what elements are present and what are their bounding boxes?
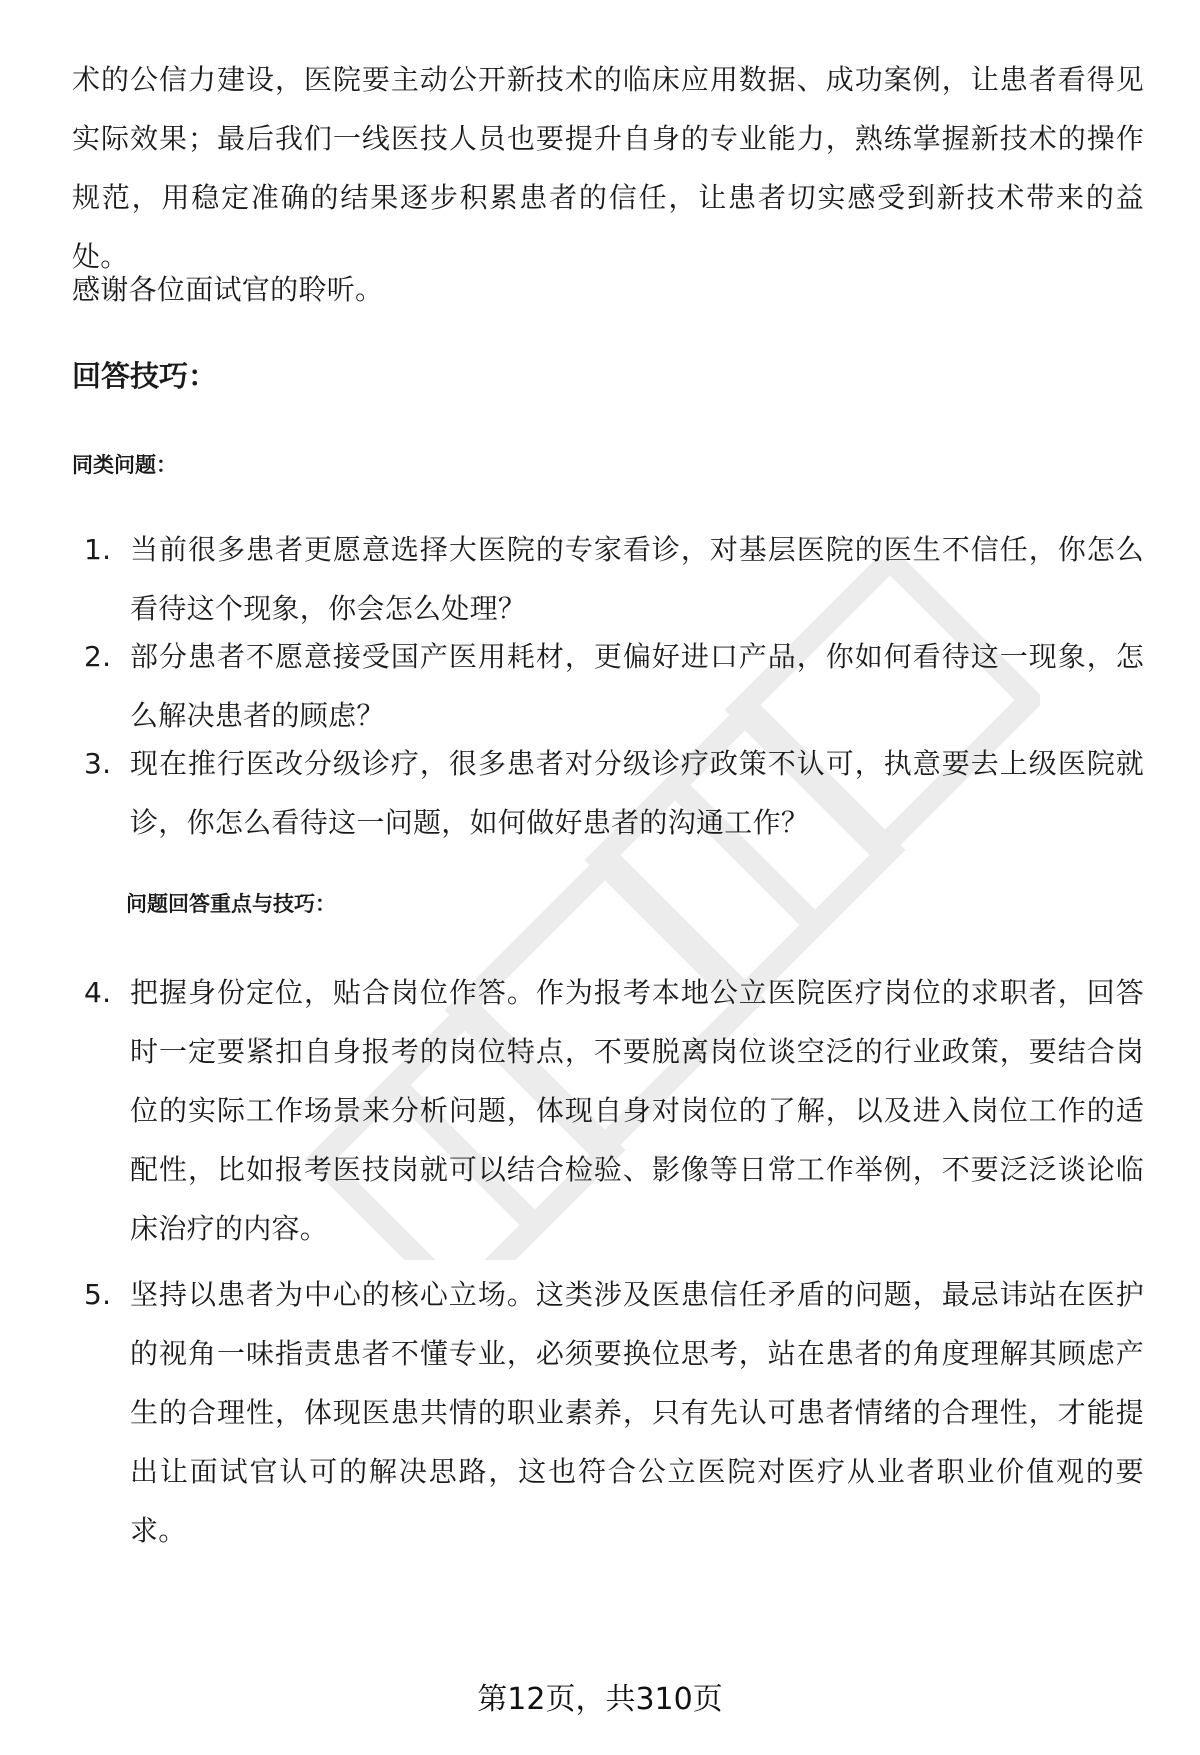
list-item-number: 4.	[84, 976, 112, 1009]
similar-questions-heading: 同类问题：	[72, 453, 177, 477]
list-item-text: 部分患者不愿意接受国产医用耗材，更偏好进口产品，你如何看待这一现象，怎么解决患者的顾虑？	[130, 640, 1144, 732]
list-item-text: 把握身份定位，贴合岗位作答。作为报考本地公立医院医疗岗位的求职者，回答时一定要紧扣自身报考的岗位特点，不要脱离岗位谈空泛的行业政策，要结合岗位的实际工作场景来分析问题，体现自身对岗位的了解，以及进入岗位工作的适配性，比如报考医技岗就可以结合检验、影像等日常工作举例，不要泛泛谈论临床治疗的内容。	[130, 976, 1144, 1245]
list-item-number: 5.	[84, 1278, 112, 1311]
list-item-text: 当前很多患者更愿意选择大医院的专家看诊，对基层医院的医生不信任，你怎么看待这个现象，你会怎么处理？	[130, 533, 1144, 625]
list-item-number: 3.	[84, 747, 112, 780]
intro-paragraph: 术的公信力建设，医院要主动公开新技术的临床应用数据、成功案例，让患者看得见实际效果；最后我们一线医技人员也要提升自身的专业能力，熟练掌握新技术的操作规范，用稳定准确的结果逐步积累患者的信任，让患者切实感受到新技术带来的益处。	[72, 63, 1144, 273]
list-item-text: 坚持以患者为中心的核心立场。这类涉及医患信任矛盾的问题，最忌讳站在医护的视角一味指责患者不懂专业，必须要换位思考，站在患者的角度理解其顾虑产生的合理性，体现医患共情的职业素养，只有先认可患者情绪的合理性，才能提出让面试官认可的解决思路，这也符合公立医院对医疗从业者职业价值观的要求。	[130, 1278, 1144, 1547]
list-item	[84, 627, 1144, 745]
list-item-number: 2.	[84, 640, 112, 673]
list-item	[84, 963, 1144, 1258]
list-item	[84, 734, 1144, 852]
list-item	[84, 1265, 1144, 1560]
list-item	[84, 520, 1144, 638]
list-item-text: 现在推行医改分级诊疗，很多患者对分级诊疗政策不认可，执意要去上级医院就诊，你怎么看待这一问题，如何做好患者的沟通工作？	[130, 747, 1144, 839]
thanks-line: 感谢各位面试官的聆听。	[72, 273, 384, 306]
list-item-number: 1.	[84, 533, 112, 566]
tips-heading: 回答技巧：	[72, 359, 218, 393]
key-points-heading: 问题回答重点与技巧：	[126, 892, 336, 916]
page-footer: 第12页，共310页	[477, 1682, 723, 1717]
